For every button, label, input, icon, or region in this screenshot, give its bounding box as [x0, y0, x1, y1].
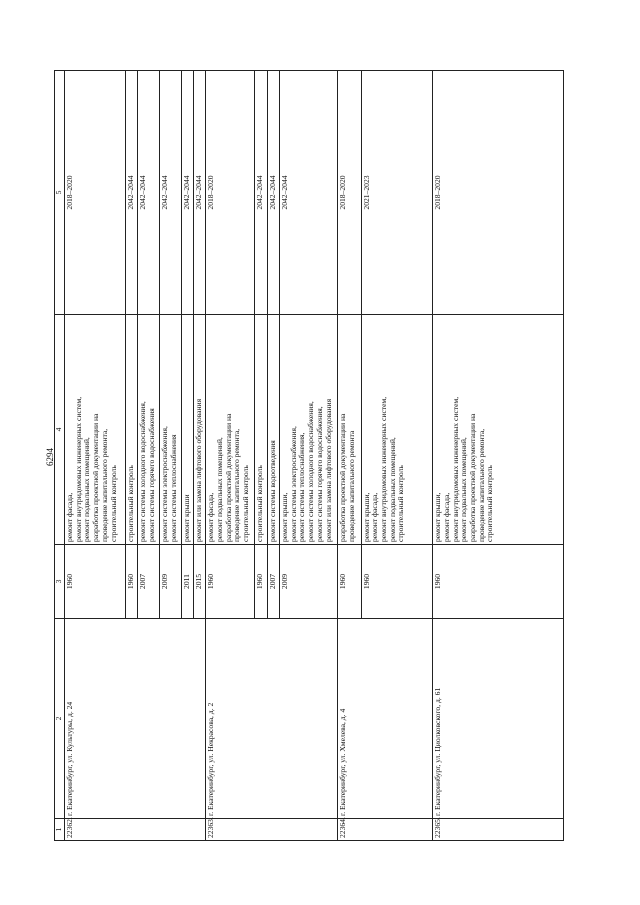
column-header: 3	[55, 545, 65, 619]
work-item: строительный контроль	[255, 465, 265, 542]
work-item: ремонт системы электроснабжения,	[160, 426, 169, 542]
work-item: проведение капитального ремонта,	[232, 428, 242, 542]
work-item: строительный контроль	[108, 465, 118, 542]
period-cell: 2018–2020	[65, 71, 126, 315]
work-item: строительный контроль	[396, 465, 406, 542]
work-item: ремонт внутридомовых инженерных систем,	[450, 396, 460, 542]
work-item: ремонт или замена лифтового оборудования	[323, 398, 333, 542]
period-cell: 2042–2044	[160, 71, 182, 315]
row-number: 22364.	[338, 819, 433, 841]
work-item: проведение капитального ремонта	[347, 430, 357, 542]
work-list	[206, 315, 255, 545]
period-cell: 2018–2020	[206, 71, 255, 315]
work-item: строительный контроль	[485, 465, 495, 542]
work-item: ремонт системы теплоснабжения,	[297, 432, 307, 542]
work-item: ремонт или замена лифтового оборудования	[193, 398, 203, 542]
period-cell: 2042–2044	[267, 71, 279, 315]
repair-schedule-table	[54, 70, 564, 841]
column-header: 2	[55, 619, 65, 819]
period-cell: 2042–2044	[193, 71, 205, 315]
period-cell: 2042–2044	[280, 71, 338, 315]
year-cell: 2007	[267, 545, 279, 619]
work-list	[181, 315, 193, 545]
period-cell: 2042–2044	[255, 71, 267, 315]
column-header: 1	[55, 819, 65, 841]
year-cell: 1960	[433, 545, 564, 619]
year-cell: 2009	[160, 545, 182, 619]
work-item: ремонт системы теплоснабжения	[168, 434, 178, 542]
work-item: разработка проектной документации на	[338, 413, 348, 542]
work-list	[433, 315, 564, 545]
work-item: ремонт крыши,	[433, 492, 443, 542]
work-list	[280, 315, 338, 545]
header-row	[55, 71, 65, 841]
work-item: разработка проектной документации на	[223, 413, 233, 542]
page-number: 6294	[45, 448, 55, 466]
work-item: проведение капитального ремонта,	[99, 428, 109, 542]
work-list	[338, 315, 361, 545]
work-item: ремонт подвальных помещений,	[459, 437, 469, 542]
building-address: г. Екатеринбург, ул. Некрасова, д. 2	[206, 619, 338, 819]
table-row	[338, 71, 361, 841]
table-row	[65, 71, 126, 841]
year-cell: 1960	[206, 545, 255, 619]
work-item: ремонт системы электроснабжения,	[288, 426, 298, 542]
work-list	[138, 315, 160, 545]
row-number: 22363.	[206, 819, 338, 841]
work-item: ремонт фасада,	[65, 492, 74, 542]
year-cell: 1960	[65, 545, 126, 619]
period-cell: 2018–2020	[338, 71, 361, 315]
work-item: ремонт системы холодного водоснабжения,	[138, 401, 148, 542]
work-list	[255, 315, 267, 545]
period-cell: 2042–2044	[181, 71, 193, 315]
work-item: проведение капитального ремонта,	[476, 428, 486, 542]
year-cell: 2009	[280, 545, 338, 619]
year-cell: 1960	[126, 545, 138, 619]
work-item: ремонт фасада,	[206, 492, 216, 542]
period-cell: 2021–2023	[361, 71, 433, 315]
work-item: ремонт крыши,	[280, 492, 290, 542]
work-item: строительный контроль	[241, 465, 251, 542]
work-list	[126, 315, 138, 545]
row-number: 22365.	[433, 819, 564, 841]
work-item: ремонт фасада,	[441, 492, 451, 542]
work-item: ремонт подвальных помещений,	[214, 437, 224, 542]
year-cell: 2007	[138, 545, 160, 619]
work-item: разработка проектной документации на	[468, 413, 478, 542]
table-row	[206, 71, 255, 841]
work-item: разработка проектной документации на	[91, 413, 101, 542]
work-item: ремонт системы горячего водоснабжения,	[314, 406, 324, 542]
work-item: ремонт внутридомовых инженерных систем,	[73, 396, 83, 542]
building-address: г. Екатеринбург, ул. Циолковского, д. 61	[433, 619, 564, 819]
work-list	[267, 315, 279, 545]
rotated-table-wrapper	[54, 71, 564, 841]
period-cell: 2042–2044	[126, 71, 138, 315]
work-item: ремонт системы холодного водоснабжения,	[306, 401, 316, 542]
work-item: ремонт фасада,	[370, 492, 380, 542]
work-list	[361, 315, 433, 545]
year-cell: 1960	[338, 545, 361, 619]
column-header: 5	[55, 71, 65, 315]
building-address: г. Екатеринбург, ул. Хмелева, д. 4	[338, 619, 433, 819]
year-cell: 2011	[181, 545, 193, 619]
year-cell: 1960	[361, 545, 433, 619]
work-item: ремонт подвальных помещений,	[387, 437, 397, 542]
work-item: ремонт крыши,	[361, 492, 371, 542]
work-list	[65, 315, 126, 545]
table-row	[433, 71, 564, 841]
work-list	[160, 315, 182, 545]
table-body	[65, 71, 564, 841]
year-cell: 2015	[193, 545, 205, 619]
work-item: ремонт системы горячего водоснабжения	[147, 408, 157, 542]
row-number: 22362.	[65, 819, 206, 841]
period-cell: 2018–2020	[433, 71, 564, 315]
year-cell: 1960	[255, 545, 267, 619]
work-list	[193, 315, 205, 545]
work-item: ремонт внутридомовых инженерных систем,	[378, 396, 388, 542]
column-header: 4	[55, 315, 65, 545]
work-item: ремонт крыши	[181, 494, 191, 542]
work-item: ремонт подвальных помещений,	[82, 437, 92, 542]
work-item: ремонт системы водоотведения	[267, 440, 277, 542]
building-address: г. Екатеринбург, ул. Культуры, д. 24	[65, 619, 206, 819]
period-cell: 2042–2044	[138, 71, 160, 315]
work-item: строительный контроль	[126, 465, 136, 542]
